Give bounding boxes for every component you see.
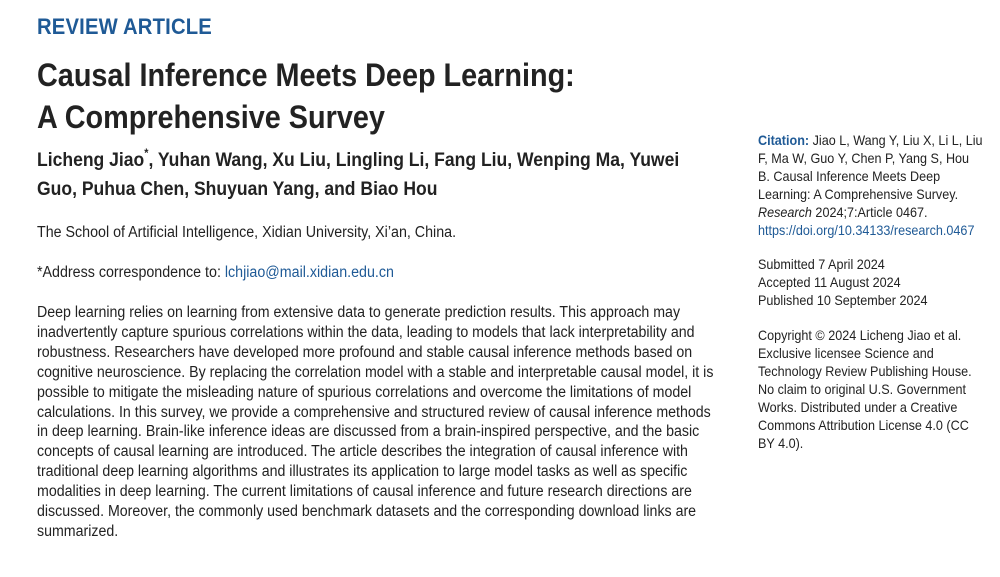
citation-journal: Research (758, 204, 812, 220)
published-date: Published 10 September 2024 (758, 292, 928, 308)
other-authors: , Yuhan Wang, Xu Liu, Lingling Li, Fang Liu, Wenping Ma, Yuwei Guo, Puhua Chen, Shuyuan Yang, and Biao Hou (37, 149, 680, 200)
publication-dates (758, 255, 983, 309)
sidebar (758, 131, 988, 452)
title-line-1: Causal Inference Meets Deep Learning: (37, 57, 575, 93)
citation-text-2: 2024;7:Article 0467. (811, 204, 928, 220)
citation-label: Citation: (758, 132, 810, 148)
copyright-notice: Copyright © 2024 Licheng Jiao et al. Exclusive licensee Science and Technology Review Publishing House. No claim to original U.S. Government Works. Distributed under a Creative Commons Attribution License 4.0 (CC BY 4.0). (758, 327, 972, 451)
submitted-date: Submitted 7 April 2024 (758, 256, 885, 272)
correspondence-email-link[interactable]: lchjiao@mail.xidian.edu.cn (224, 264, 394, 281)
doi-link[interactable]: https://doi.org/10.34133/research.0467 (758, 222, 975, 238)
article-main (37, 14, 727, 542)
correspondence-prefix: *Address correspondence to: (37, 264, 225, 281)
affiliation: The School of Artificial Intelligence, Xidian University, Xi’an, China. (37, 224, 457, 241)
article-title (37, 54, 658, 138)
citation-text: Jiao L, Wang Y, Liu X, Li L, Liu F, Ma W, Guo Y, Chen P, Yang S, Hou B. Causal Inference Meets Deep Learning: A Comprehensive Survey. (758, 132, 983, 202)
citation (758, 131, 983, 239)
title-line-2: A Comprehensive Survey (37, 99, 385, 135)
accepted-date: Accepted 11 August 2024 (758, 274, 901, 290)
abstract: Deep learning relies on learning from extensive data to generate prediction results. This approach may inadvertently capture spurious correlations within the data, leading to models that lack interpretability and robustness. Researchers have developed more profound and stable causal inference methods based on cognitive neuroscience. By replacing the correlation model with a stable and interpretable causal model, it is possible to mitigate the misleading nature of spurious correlations and overcome the limitations of model calculations. In this survey, we provide a comprehensive and structured review of causal inference methods in deep learning. Brain-like inference ideas are discussed from a brain-inspired perspective, and the basic concepts of causal learning are introduced. The article describes the integration of causal inference with traditional deep learning algorithms and illustrates its application to large model tasks as well as specific modalities in deep learning. The current limitations of causal inference and future research directions are discussed. Moreover, the commonly used benchmark datasets and the corresponding download links are summarized. (37, 304, 714, 540)
correspondence (37, 263, 727, 283)
corresponding-author: Licheng Jiao (37, 149, 145, 171)
author-list (37, 146, 721, 204)
correspondence-mark: * (144, 146, 149, 160)
section-label: REVIEW ARTICLE (37, 14, 213, 39)
